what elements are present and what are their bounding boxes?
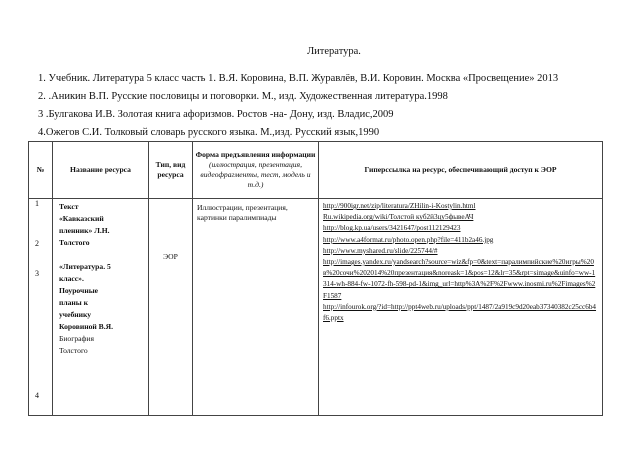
header-form-bold: Форма предъявления информации — [195, 150, 316, 159]
name-line: «Кавказский — [59, 214, 104, 223]
name-line: Коровиной В.Я. — [59, 322, 114, 331]
form-value: Иллюстрации, презентация, картинки паралимпиады — [197, 203, 288, 222]
resource-link[interactable]: http://900igr.net/zip/literatura/ZHilin-i-Kostylin.html — [323, 202, 476, 210]
table-row — [29, 199, 603, 416]
form-cell — [193, 199, 319, 416]
header-form — [193, 142, 319, 199]
num-cell — [29, 199, 53, 416]
name-cell — [53, 199, 149, 416]
header-name: Название ресурса — [53, 142, 149, 199]
name-line: учебнику — [59, 310, 92, 319]
document-title: Литература. — [307, 46, 361, 57]
name-line: Биография — [59, 334, 94, 343]
reference-item: 2. .Аникин В.П. Русские пословицы и поговорки. М., изд. Художественная литература.1998 — [38, 91, 448, 102]
reference-item: 4.Ожегов С.И. Толковый словарь русского языка. М.,изд. Русский язык,1990 — [38, 127, 380, 138]
resource-link[interactable]: Ru.wikipedia.org/wiki/Толстой куб2й3цу5фывеАЧ — [323, 213, 474, 222]
type-value: ЭОР — [163, 252, 178, 261]
row-number: 2 — [35, 239, 39, 248]
row-number: 3 — [35, 269, 39, 278]
resource-link[interactable]: http://www.a4format.ru/photo.open.php?file=411b2a46.jpg — [323, 235, 494, 244]
header-form-italic: (иллюстрация, презентация, видеофрагменты, тест, модель и т.д.) — [200, 160, 311, 189]
resource-link[interactable]: http://blog.kp.ua/users/3421647/post112129423 — [323, 224, 461, 233]
reference-item: 1. Учебник. Литература 5 класс часть 1. В.Я. Коровина, В.П. Журавлёв, В.И. Коровин. Москва «Просвещение» 2013 — [38, 73, 559, 84]
name-line: Толстого — [59, 346, 88, 355]
type-cell — [149, 199, 193, 416]
reference-item: 3 .Булгакова И.В. Золотая книга афоризмов. Ростов -на- Дону, изд. Владис,2009 — [38, 109, 394, 120]
resource-link[interactable]: http://www.myshared.ru/slide/225744/# — [323, 246, 438, 255]
header-link: Гиперссылка на ресурс, обеспечивающий доступ к ЭОР — [319, 142, 603, 199]
row-number: 4 — [35, 391, 39, 400]
name-line: Толстого — [59, 238, 90, 247]
table-header-row — [29, 142, 603, 199]
resource-link[interactable]: http://infourok.org/?id=http://ppt4web.ru/uploads/ppt/1487/2a919c9d20eab37340382c25cc6b4f6.pptx — [323, 302, 597, 323]
name-line: Поурочные — [59, 286, 98, 295]
row-number: 1 — [35, 199, 39, 208]
name-line: «Литература. 5 — [59, 262, 111, 271]
name-line: Текст — [59, 202, 79, 211]
resource-table — [28, 141, 603, 416]
name-line: планы к — [59, 298, 89, 307]
reference-list — [38, 70, 618, 142]
link-cell — [319, 199, 603, 416]
name-line: пленник» Л.Н. — [59, 226, 110, 235]
resource-link[interactable]: http://images.yandex.ru/yandsearch?source=wiz&fp=0&text=паралимпийские%20игры%20в%20сочи%202014%20презентация&noreask=1&pos=12&lr=35&rpt=simage&uinfo=ww-1314-wh-884-fw-1072-fh-598-pd-1&img_url=http%3A%2F%2Fwww.inosmi.ru%2Fimages%2F1587 — [323, 258, 596, 300]
header-type: Тип, вид ресурса — [149, 142, 193, 199]
name-line: класс». — [59, 274, 84, 283]
header-num: № — [29, 142, 53, 199]
